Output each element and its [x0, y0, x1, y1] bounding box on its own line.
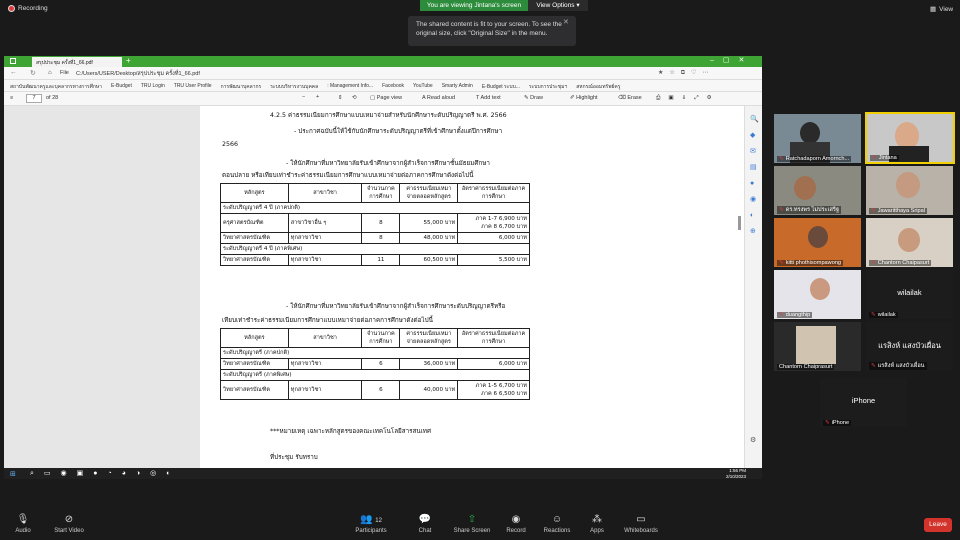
- view-options-button[interactable]: [528, 0, 588, 11]
- column-header: ค่าธรรมเนียมเหมาจ่ายตลอดหลักสูตร: [400, 184, 458, 203]
- zoom-out-icon[interactable]: −: [302, 94, 306, 100]
- add-text-label: Add text: [480, 95, 501, 101]
- cell: 60,500 บาท: [400, 255, 458, 266]
- draw-button[interactable]: ✎ Draw: [524, 95, 543, 101]
- participant-name: [869, 312, 898, 318]
- view-button[interactable]: [930, 5, 953, 13]
- favorite-item[interactable]: TRU Login: [140, 83, 165, 89]
- browser-titlebar: [4, 56, 762, 67]
- favorite-item[interactable]: สหกรณ์ออมทรัพย์ครู: [576, 84, 621, 90]
- read-aloud-button[interactable]: A Read aloud: [422, 95, 456, 101]
- erase-button[interactable]: ⌫ Erase: [618, 95, 642, 101]
- mic-muted-icon: ✎: [779, 156, 784, 162]
- cell: ทุกสาขาวิชา: [288, 255, 362, 266]
- favorite-item[interactable]: YouTube: [413, 83, 433, 89]
- cell: 48,000 บาท: [400, 233, 458, 244]
- mic-muted-icon: ✎: [779, 207, 784, 213]
- doc-intro-year: 2566: [222, 141, 239, 148]
- fee-table-1: [220, 183, 530, 266]
- fee-table-2: [220, 328, 530, 400]
- menu-icon[interactable]: ≡: [10, 95, 14, 101]
- doc-intro: - ประกาศฉบับนี้ให้ใช้กับนักศึกษาระดับปริญญาตรีที่เข้าศึกษาตั้งแต่ปีการศึกษา: [294, 128, 503, 135]
- whiteboards-button[interactable]: [611, 514, 671, 534]
- sidebar-icons[interactable]: 🔍 ◆ ✉ ▤ ● ◉ ◐ ⊕: [750, 116, 759, 235]
- chevron-down-icon: ▾: [576, 2, 580, 9]
- participant-tile[interactable]: [774, 114, 861, 163]
- window-controls[interactable]: –▢✕: [710, 57, 754, 64]
- doc-heading: 4.2.5 ค่าธรรมเนียมการศึกษาแบบเหมาจ่ายสำหรับนักศึกษาระดับปริญญาตรี พ.ศ. 2566: [270, 112, 507, 119]
- cell: ทุกสาขาวิชา: [288, 359, 362, 370]
- table-header-row: [221, 329, 530, 348]
- cell: 5,500 บาท: [458, 255, 530, 266]
- view-label: View: [939, 5, 954, 13]
- url-field[interactable]: C:/Users/USER/Desktop/สรุปประชุม ครั้งที่1_66.pdf: [76, 71, 200, 77]
- participant-display-name: wilailak: [897, 288, 922, 297]
- browser-tab[interactable]: [32, 57, 122, 67]
- taskbar-clock: [726, 468, 746, 479]
- tooltip-close-icon[interactable]: ✕: [563, 19, 569, 26]
- microphone-muted-icon: 🎙: [16, 514, 30, 525]
- cell: 36,000 บาท: [400, 359, 458, 370]
- participant-tile[interactable]: [866, 166, 953, 215]
- doc-resolution: ที่ประชุม รับทราบ: [270, 454, 318, 461]
- column-header: จำนวนภาคการศึกษา: [362, 329, 400, 348]
- cell: [458, 381, 530, 400]
- favorite-item[interactable]: ระบบบริหารงานบุคคล: [270, 84, 319, 90]
- window-icon: [10, 58, 16, 64]
- tab-title: สรุปประชุม ครั้งที่1_66.pdf: [36, 60, 93, 66]
- participant-name-text: wilailak: [877, 312, 896, 318]
- apps-icon: ⁂: [592, 514, 602, 525]
- shared-screen: [4, 56, 762, 479]
- apps-label: Apps: [590, 528, 604, 534]
- pdf-page: [200, 106, 740, 468]
- participant-name-text: duangthip: [785, 312, 811, 318]
- record-label: Record: [506, 528, 526, 534]
- pdf-scrollbar[interactable]: [738, 216, 741, 230]
- start-video-label: Start Video: [54, 528, 84, 534]
- table-section-row: [221, 203, 530, 214]
- recording-label: Recording: [18, 5, 48, 12]
- doc-note: ***หมายเหตุ เฉพาะหลักสูตรของคณะเทคโนโลยีสารสนเทศ: [270, 428, 431, 435]
- person-face: [896, 172, 920, 198]
- participant-name-text: Chantorn Chaipasurt: [877, 260, 930, 266]
- column-header: จำนวนภาคการศึกษา: [362, 184, 400, 203]
- cell: ครุศาสตรบัณฑิต: [221, 214, 289, 233]
- participant-name: [869, 208, 927, 214]
- mic-muted-icon: ✎: [779, 260, 784, 266]
- whiteboards-label: Whiteboards: [624, 528, 658, 534]
- cell: 8: [362, 214, 400, 233]
- table-section-row: [221, 370, 530, 381]
- mic-muted-icon: ✎: [871, 260, 876, 266]
- section-label: ระดับปริญญาตรี (ภาคพิเศษ): [221, 370, 530, 381]
- cell: สาขาวิชาอื่น ๆ: [288, 214, 362, 233]
- pdf-toolbar: [4, 92, 762, 106]
- section-label: ระดับปริญญาตรี (ภาคปกติ): [221, 348, 530, 359]
- page-view-label: Page view: [376, 95, 403, 101]
- windows-start-icon[interactable]: ⊞: [10, 471, 16, 478]
- participant-tile[interactable]: [866, 322, 953, 371]
- add-text-button[interactable]: T Add text: [476, 95, 501, 101]
- zoom-in-icon[interactable]: +: [316, 94, 320, 100]
- cell: 6: [362, 381, 400, 400]
- table-row: [221, 255, 530, 266]
- favorite-item[interactable]: ระบบการประชุมฯ: [528, 84, 568, 90]
- person-face: [794, 176, 816, 200]
- column-header: อัตราค่าธรรมเนียมต่อภาคการศึกษา: [458, 184, 530, 203]
- cell: 11: [362, 255, 400, 266]
- highlight-button[interactable]: ✐ Highlight: [570, 95, 598, 101]
- participants-label: Participants: [355, 528, 387, 534]
- participant-tile[interactable]: [820, 378, 907, 427]
- start-video-button[interactable]: [39, 514, 99, 534]
- doc-paragraph: - ให้นักศึกษาที่มหาวิทยาลัยรับเข้าศึกษาจากผู้สำเร็จการศึกษาระดับปริญญาตรีหรือ: [286, 303, 506, 310]
- favorite-item[interactable]: สถาบันพัฒนาครูและบุคลากรทางการศึกษา: [10, 84, 102, 90]
- participant-name: [777, 260, 843, 266]
- share-screen-icon: ⇧: [467, 514, 477, 525]
- cell: [458, 214, 530, 233]
- favorite-item[interactable]: E-Budget ระบบ...: [481, 84, 520, 90]
- browser-actions[interactable]: ★☆⧉♡⋯: [658, 70, 715, 76]
- mic-muted-icon: ✎: [871, 363, 876, 369]
- participant-name-text: Jawaritthaya Sripal: [877, 208, 925, 214]
- favorite-item[interactable]: : Management Info...: [327, 83, 374, 89]
- cell: วิทยาศาสตรบัณฑิต: [221, 359, 289, 370]
- mic-muted-icon: ✎: [825, 420, 830, 426]
- leave-button[interactable]: Leave: [924, 518, 952, 532]
- erase-label: Erase: [627, 95, 642, 101]
- participants-count: 12: [375, 518, 382, 524]
- reactions-label: Reactions: [543, 528, 571, 534]
- mic-muted-icon: ✎: [779, 312, 784, 318]
- cell: วิทยาศาสตรบัณฑิต: [221, 255, 289, 266]
- cell: 6,000 บาท: [458, 233, 530, 244]
- chat-label: Chat: [418, 528, 432, 534]
- table-row: [221, 359, 530, 370]
- cell: วิทยาศาสตรบัณฑิต: [221, 233, 289, 244]
- cell: วิทยาศาสตรบัณฑิต: [221, 381, 289, 400]
- participant-name: [869, 260, 931, 266]
- term-rate: ภาค 1-7 6,900 บาท: [475, 216, 527, 222]
- windows-taskbar: [4, 468, 762, 479]
- video-off-icon: ⊘: [64, 514, 74, 525]
- participant-name-text: ดร.ทรงพร ไม่ประเสริฐ: [785, 207, 840, 213]
- participant-name-text: kitti phothisompawong: [785, 260, 842, 266]
- participant-name-text: Ratchadaporn Amornch...: [785, 156, 850, 162]
- doc-paragraph: ตอนปลาย หรือเทียบเท่าชำระค่าธรรมเนียมการศึกษาแบบเหมาจ่ายต่อภาคการศึกษาดังต่อไปนี้: [222, 172, 474, 179]
- viewing-banner: You are viewing Jintana's screen: [420, 0, 528, 11]
- reactions-icon: ☺: [551, 514, 563, 525]
- participant-name: [777, 156, 851, 162]
- table-row: [221, 214, 530, 233]
- share-screen-label: Share Screen: [453, 528, 491, 534]
- back-icon[interactable]: ←: [10, 69, 17, 76]
- participant-tile[interactable]: [774, 270, 861, 319]
- participant-name: [870, 155, 899, 161]
- participant-name-text: Chantorn Chaiprasurt: [779, 364, 833, 370]
- cell: 40,000 บาท: [400, 381, 458, 400]
- sidebar-settings-icon[interactable]: ⚙: [750, 437, 757, 444]
- participant-name: [823, 420, 851, 426]
- taskbar-apps[interactable]: ⌕▭◉▣●◔◕◑◎◐: [30, 470, 181, 477]
- column-header: ค่าธรรมเนียมเหมาจ่ายตลอดหลักสูตร: [400, 329, 458, 348]
- highlight-label: Highlight: [576, 95, 598, 101]
- participant-name-text: Jintana: [878, 155, 897, 161]
- fit-to-screen-tooltip: The shared content is fit to your screen. To see the original size, click "Original Size" in the menu.: [408, 16, 576, 46]
- mic-muted-icon: ✎: [871, 312, 876, 318]
- participant-name-text: iPhone: [831, 420, 850, 426]
- pdf-tools[interactable]: ⎙▣⇓⤢⚙: [656, 95, 720, 101]
- page-total: of 28: [46, 95, 59, 101]
- column-header: อัตราค่าธรรมเนียมต่อภาคการศึกษา: [458, 329, 530, 348]
- cell: ทุกสาขาวิชา: [288, 233, 362, 244]
- section-label: ระดับปริญญาตรี 4 ปี (ภาคพิเศษ): [221, 244, 530, 255]
- term-rate: ภาค 1-5 6,700 บาท: [475, 383, 527, 389]
- term-rate: ภาค 8 6,700 บาท: [481, 224, 527, 230]
- mic-muted-icon: ✎: [872, 155, 877, 161]
- section-label: ระดับปริญญาตรี 4 ปี (ภาคปกติ): [221, 203, 530, 214]
- participant-tile-active[interactable]: [865, 112, 955, 164]
- participant-tile[interactable]: [774, 218, 861, 267]
- doc-paragraph: เทียบเท่าชำระค่าธรรมเนียมการศึกษาแบบเหมาจ่ายต่อภาคการศึกษาดังต่อไปนี้: [222, 317, 433, 324]
- whiteboard-icon: ▭: [636, 514, 646, 525]
- file-label: File: [60, 70, 69, 76]
- doc-paragraph: - ให้นักศึกษาที่มหาวิทยาลัยรับเข้าศึกษาจากผู้สำเร็จการศึกษาชั้นมัธยมศึกษา: [286, 160, 490, 167]
- address-bar: [4, 67, 762, 80]
- page-number-input[interactable]: 7: [26, 94, 42, 103]
- cell: 55,000 บาท: [400, 214, 458, 233]
- browser-sidebar: [744, 106, 762, 468]
- favorites-bar: [4, 80, 762, 92]
- participant-display-name: iPhone: [851, 396, 876, 405]
- favorite-item[interactable]: TRU User Profile: [173, 83, 212, 89]
- favorite-item[interactable]: Smarty Admin: [441, 83, 473, 89]
- home-icon[interactable]: ⌂: [48, 70, 52, 76]
- taskbar-time: 1:56 PM: [729, 468, 747, 473]
- participant-name: [869, 362, 927, 370]
- person-face: [808, 226, 828, 248]
- participant-tile[interactable]: [866, 270, 953, 319]
- page-view-button[interactable]: ▢ Page view: [370, 95, 403, 101]
- record-icon: [8, 5, 15, 12]
- participants-icon: 👥 12: [360, 514, 382, 525]
- participants-button[interactable]: [341, 514, 401, 534]
- video-frame: [796, 326, 836, 364]
- column-header: สาขาวิชา: [288, 184, 362, 203]
- column-header: สาขาวิชา: [288, 329, 362, 348]
- taskbar-date: 2/10/2023: [726, 474, 747, 479]
- table-row: [221, 233, 530, 244]
- table-section-row: [221, 244, 530, 255]
- cell: 8: [362, 233, 400, 244]
- person-silhouette: [800, 122, 820, 144]
- audio-label: Audio: [15, 528, 31, 534]
- table-section-row: [221, 348, 530, 359]
- refresh-icon[interactable]: ↻: [30, 70, 36, 77]
- draw-label: Draw: [530, 95, 543, 101]
- chat-icon: 💬: [418, 514, 432, 525]
- table-row: [221, 381, 530, 400]
- participant-name: [777, 364, 834, 370]
- table-header-row: [221, 184, 530, 203]
- cell: ทุกสาขาวิชา: [288, 381, 362, 400]
- new-tab-button[interactable]: +: [126, 56, 131, 65]
- term-rate: ภาค 6 6,500 บาท: [481, 391, 527, 397]
- fit-icon[interactable]: ⇕: [338, 95, 343, 101]
- read-aloud-label: Read aloud: [426, 95, 456, 101]
- record-icon: ◉: [511, 514, 521, 525]
- participant-tile[interactable]: [774, 166, 861, 215]
- participant-tile[interactable]: [774, 322, 861, 371]
- favorite-item[interactable]: E-Budget: [111, 83, 132, 89]
- favorite-item[interactable]: การพัฒนาบุคลากร: [220, 84, 262, 90]
- participant-name: [777, 312, 812, 318]
- person-face: [898, 228, 920, 252]
- participant-tile[interactable]: [866, 218, 953, 267]
- person-face: [810, 278, 830, 300]
- participant-name: [777, 206, 841, 214]
- recording-indicator[interactable]: [8, 5, 48, 12]
- pdf-viewer: [4, 106, 740, 468]
- participant-name-text: แรสิงห์ แสงบัวเผื่อน: [877, 363, 925, 369]
- column-header: หลักสูตร: [221, 184, 289, 203]
- view-options-label: View Options: [536, 2, 575, 9]
- cell: 6: [362, 359, 400, 370]
- favorite-item[interactable]: Facebook: [382, 83, 405, 89]
- cell: 6,000 บาท: [458, 359, 530, 370]
- mic-muted-icon: ✎: [871, 208, 876, 214]
- participant-display-name: แรสิงห์ แสงบัวเผื่อน: [878, 341, 941, 350]
- column-header: หลักสูตร: [221, 329, 289, 348]
- rotate-icon[interactable]: ⟲: [352, 95, 357, 101]
- grid-icon: ▦: [930, 6, 937, 13]
